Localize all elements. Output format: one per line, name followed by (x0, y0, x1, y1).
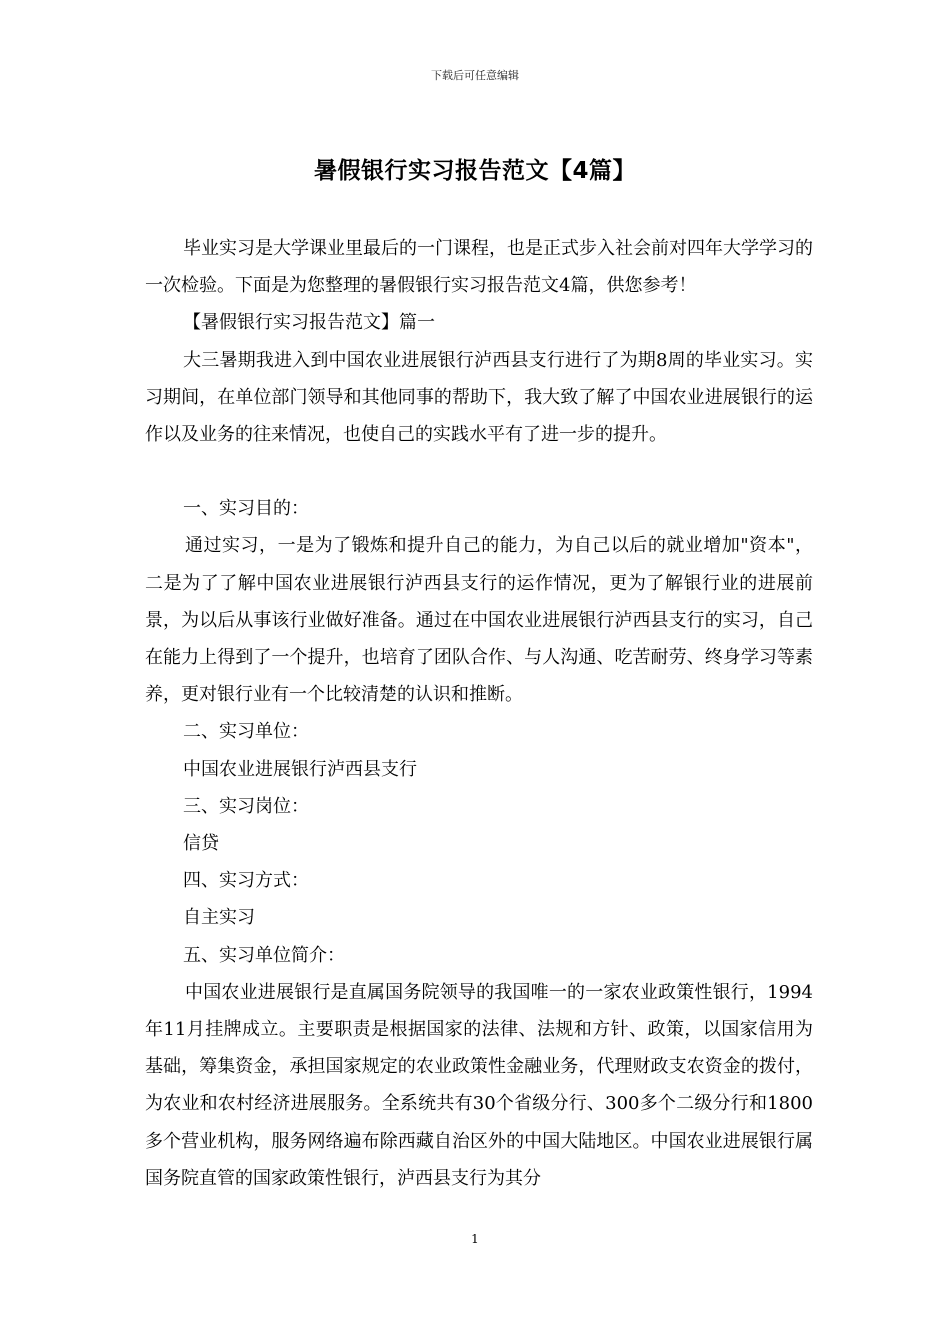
document-title: 暑假银行实习报告范文【4篇】 (313, 158, 636, 184)
body-paragraph-2: 通过实习，一是为了锻炼和提升自己的能力，为自己以后的就业增加"资本"，二是为了了解中国农业进展银行泸西县支行的运作情况，更为了解银行业的进展前景，为以后从事该行业做好准备。通过在中国农业进展银行泸西县支行的实习，自己在能力上得到了一个提升，也培育了团队合作、与人沟通、吃苦耐劳、终身学习等素养，更对银行业有一个比较清楚的认识和推断。 (145, 535, 813, 706)
value-position: 信贷 (183, 833, 219, 855)
intro-paragraph: 毕业实习是大学课业里最后的一门课程，也是正式步入社会前对四年大学学习的一次检验。下面是为您整理的暑假银行实习报告范文4篇，供您参考！ (145, 238, 813, 297)
value-method: 自主实习 (183, 907, 255, 929)
header-note: 下载后可任意编辑 (431, 69, 519, 82)
body-paragraph-3: 中国农业进展银行是直属国务院领导的我国唯一的一家农业政策性银行，1994年11月挂牌成立。主要职责是根据国家的法律、法规和方针、政策，以国家信用为基础，筹集资金，承担国家规定的农业政策性金融业务，代理财政支农资金的拨付，为农业和农村经济进展服务。全系统共有30个省级分行、300多个二级分行和1800多个营业机构，服务网络遍布除西藏自治区外的中国大陆地区。中国农业进展银行属国务院直管的国家政策性银行，泸西县支行为其分 (145, 981, 813, 1189)
page-number: 1 (471, 1232, 479, 1246)
heading-method: 四、实习方式： (183, 870, 309, 892)
heading-position: 三、实习岗位： (183, 795, 309, 817)
section-heading: 【暑假银行实习报告范文】篇一 (183, 312, 435, 334)
heading-purpose: 一、实习目的： (183, 498, 309, 520)
heading-unit: 二、实习单位： (183, 721, 309, 743)
value-unit: 中国农业进展银行泸西县支行 (183, 758, 417, 780)
document-body (145, 230, 813, 1197)
body-paragraph-1: 大三暑期我进入到中国农业进展银行泸西县支行进行了为期8周的毕业实习。实习期间，在单位部门领导和其他同事的帮助下，我大致了解了中国农业进展银行的运作以及业务的往来情况，也使自己的实践水平有了进一步的提升。 (145, 349, 813, 446)
heading-unit-intro: 五、实习单位简介： (183, 944, 345, 966)
